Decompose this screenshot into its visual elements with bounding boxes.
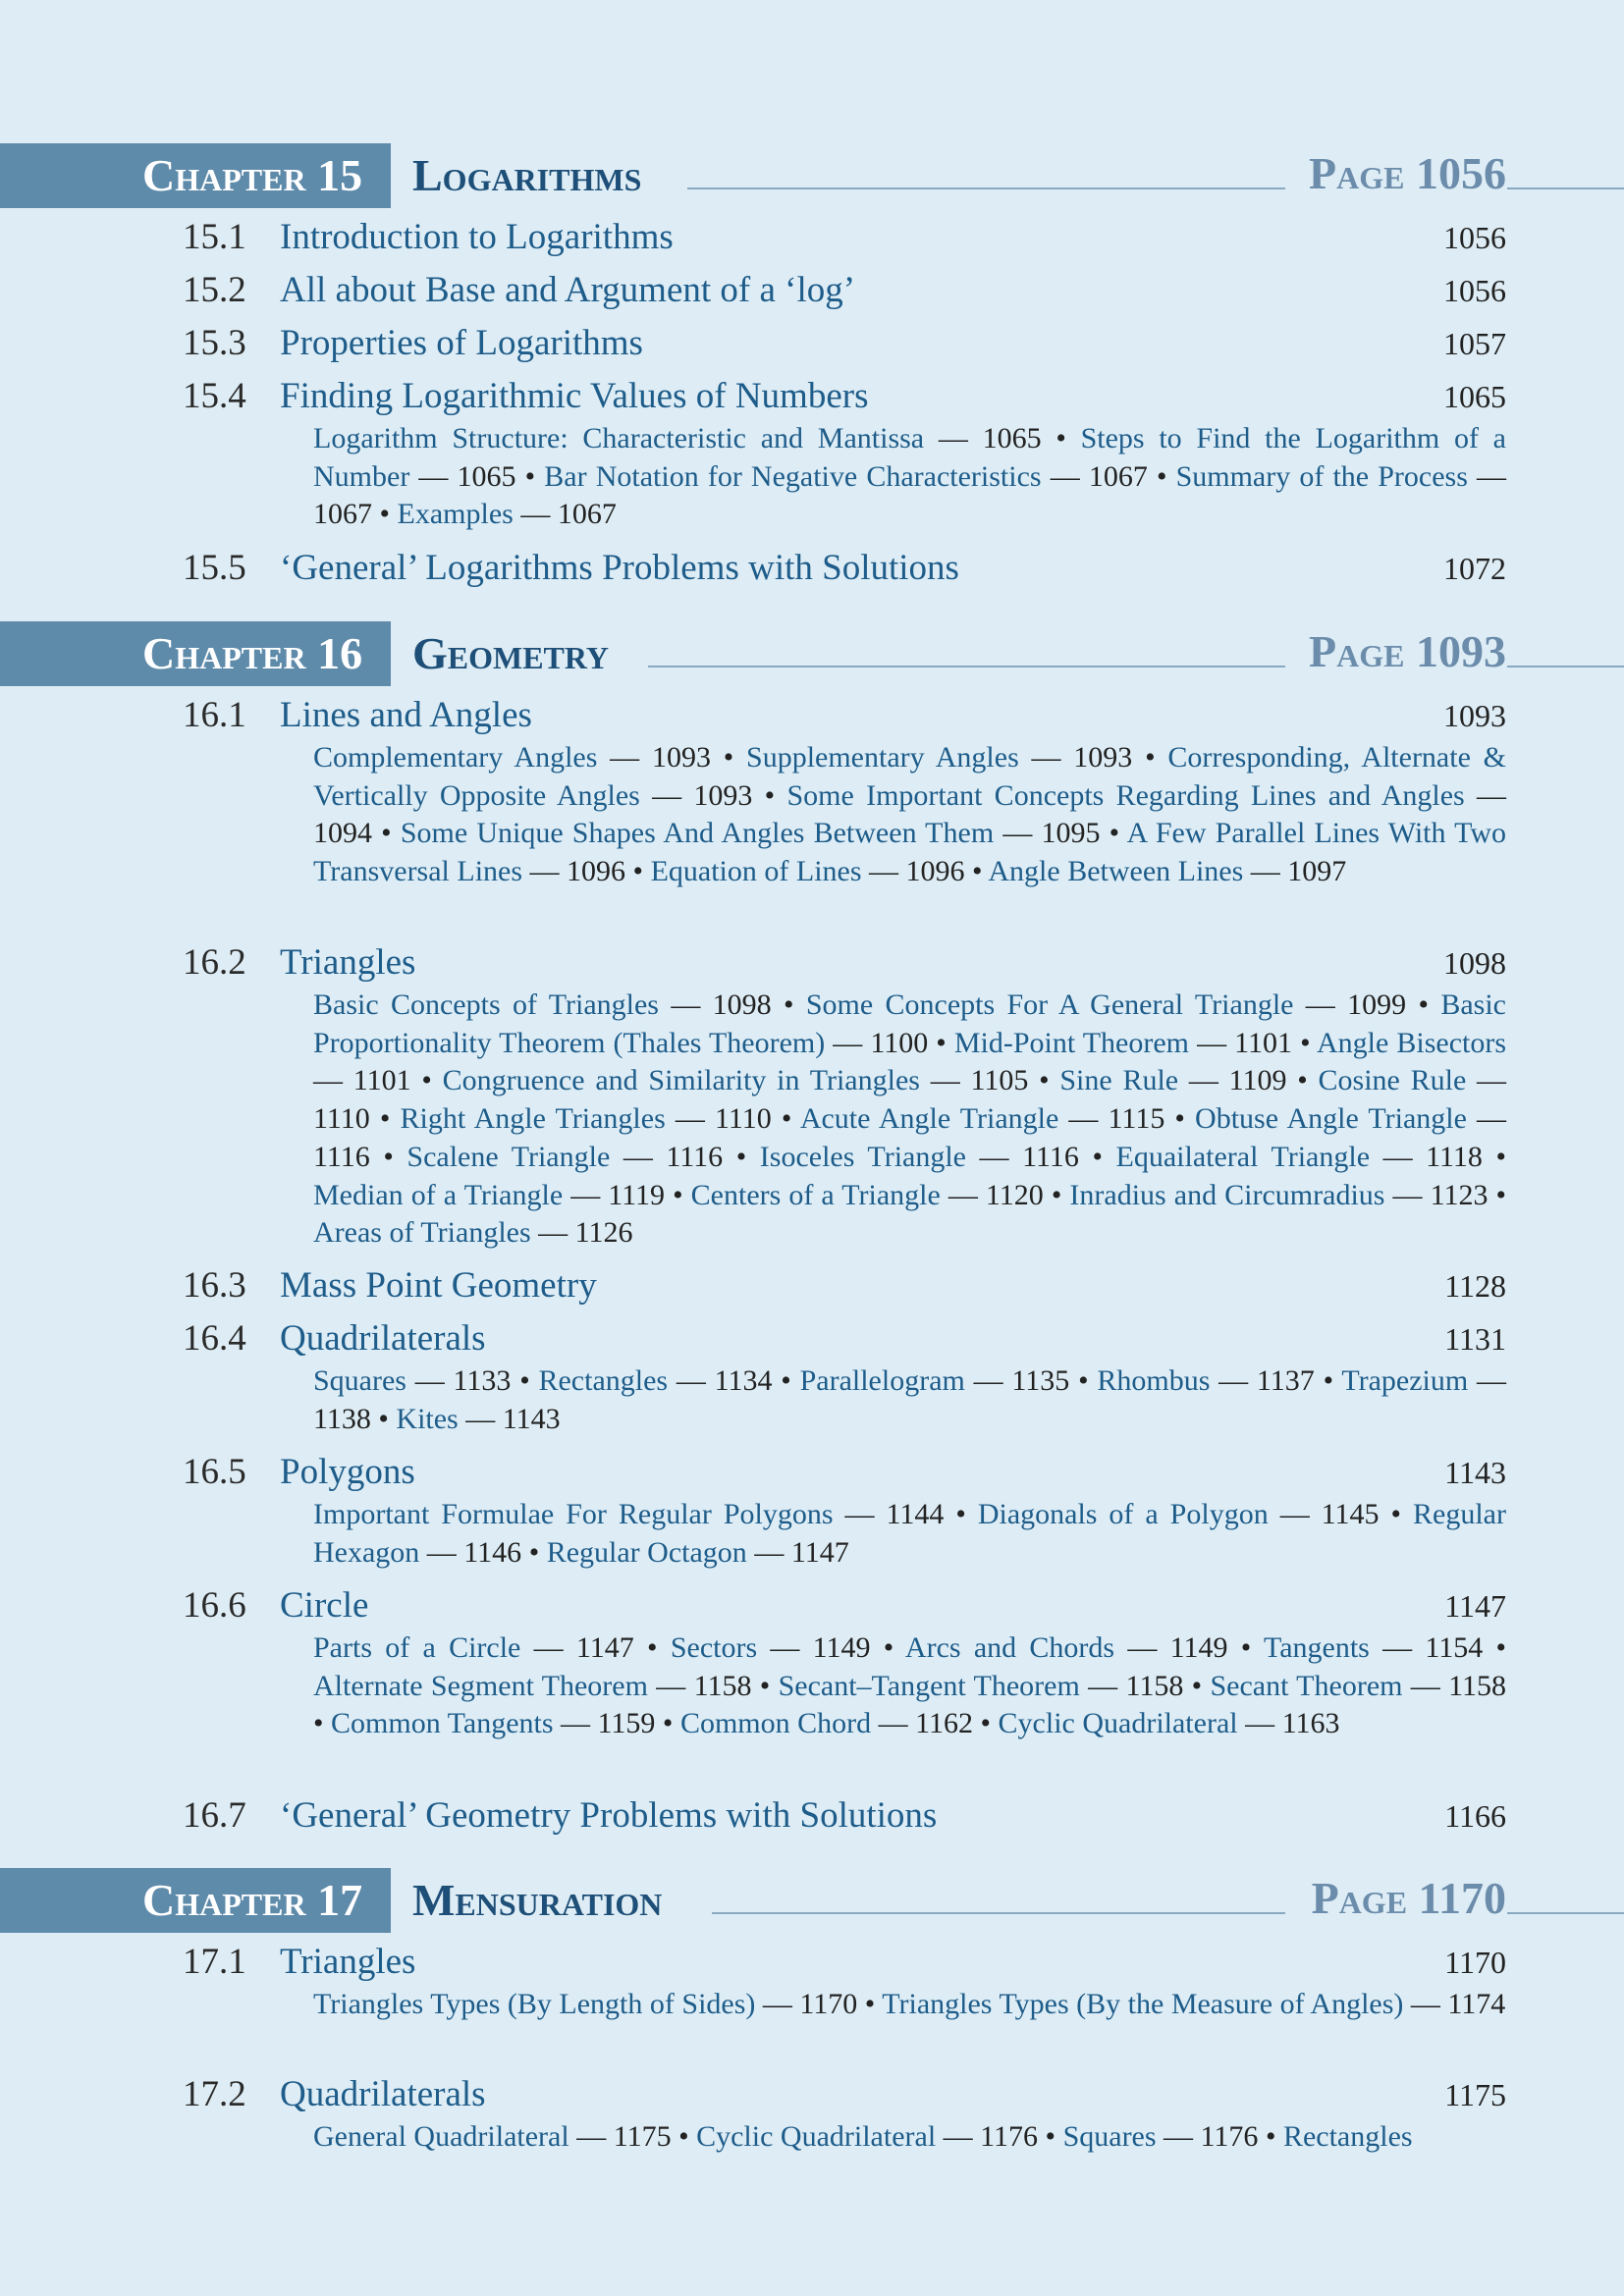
subtopic-page: 1101 (1234, 1026, 1293, 1059)
section-page: 1175 (1444, 2077, 1506, 2112)
subtopic-link[interactable]: Corresponding, Alternate & Vertically Opposite Angles (313, 741, 1507, 812)
subtopic-page: 1093 (1073, 741, 1133, 774)
subtopics-16-1: Complementary Angles — 1093 • Supplementary Angles — 1093 • Corresponding, Alternate & Vertically Opposite Angles — 1093 • Some Important Concepts Regarding Lines and Angles — 1094 • Some Unique Shapes And Angles Between Them — 1095 • A Few Parallel Lines With Two Transversal Lines — 1096 • Equation of Lines — 1096 • Angle Between Lines — 1097 (313, 741, 1507, 888)
section-16-2[interactable] (0, 943, 1624, 983)
subtopic-link[interactable]: Rectangles (1282, 2120, 1413, 2153)
subtopic-link[interactable]: Complementary Angles (313, 741, 598, 774)
chapter-page: Page 1170 (1311, 1873, 1506, 1923)
section-title[interactable]: All about Base and Argument of a ‘log’ (280, 270, 856, 310)
section-number: 16.4 (183, 1318, 246, 1359)
section-title[interactable]: Lines and Angles (280, 695, 532, 735)
section-page: 1170 (1444, 1945, 1506, 1980)
subtopic-page: 1093 (693, 778, 753, 812)
section-page: 1056 (1443, 220, 1506, 255)
subtopic-link[interactable]: Regular Octagon (546, 1535, 747, 1569)
subtopic-page: 1095 (1041, 817, 1101, 850)
chapter-title: Mensuration (412, 1875, 663, 1925)
subtopic-link[interactable]: Scalene Triangle (406, 1140, 611, 1173)
section-page: 1072 (1443, 551, 1506, 586)
subtopic-page: 1146 (463, 1535, 522, 1569)
section-number: 16.1 (183, 695, 246, 735)
subtopic-link[interactable]: Steps to Find the Logarithm of a Number (313, 422, 1506, 493)
chapter-header-15 (0, 143, 1624, 208)
subtopic-link[interactable]: Congruence and Similarity in Triangles (442, 1064, 920, 1097)
subtopic-page: 1145 (1321, 1498, 1380, 1530)
section-number: 15.2 (183, 270, 246, 310)
subtopic-link[interactable]: Some Unique Shapes And Angles Between Them (400, 817, 995, 850)
subtopic-page: 1147 (575, 1631, 634, 1664)
subtopic-link[interactable]: Basic Concepts of Triangles (313, 988, 659, 1021)
section-number: 16.3 (183, 1265, 246, 1306)
section-title[interactable]: Introduction to Logarithms (280, 217, 674, 257)
section-title[interactable]: Triangles (280, 942, 416, 983)
section-number: 17.1 (183, 1942, 246, 1982)
subtopic-link[interactable]: Triangles Types (By the Measure of Angles) (882, 1988, 1404, 2020)
section-title[interactable]: Quadrilaterals (280, 2074, 486, 2114)
subtopic-page: 1143 (502, 1402, 561, 1435)
section-number: 15.1 (183, 217, 246, 257)
subtopic-link[interactable]: Summary of the Process (1175, 459, 1468, 493)
subtopic-link[interactable]: Examples (397, 498, 514, 531)
subtopic-page: 1115 (1108, 1102, 1165, 1136)
section-page: 1128 (1444, 1268, 1506, 1304)
section-15-3[interactable] (0, 324, 1624, 363)
subtopic-page: 1109 (1228, 1064, 1287, 1097)
subtopic-page: 1170 (799, 1988, 858, 2020)
section-17-1[interactable] (0, 1943, 1624, 1982)
subtopic-page: 1093 (651, 741, 711, 774)
section-number: 15.5 (183, 548, 246, 588)
section-number: 16.5 (183, 1452, 246, 1492)
subtopic-page: 1123 (1430, 1178, 1489, 1211)
subtopic-link[interactable]: Tangents (1263, 1631, 1370, 1664)
section-number: 15.4 (183, 376, 246, 416)
subtopic-link[interactable]: Arcs and Chords (904, 1631, 1115, 1664)
subtopic-link[interactable]: A Few Parallel Lines With Two Transversal Lines (313, 817, 1507, 888)
section-16-7[interactable] (0, 1796, 1624, 1836)
subtopic-link[interactable]: Mid-Point Theorem (953, 1026, 1190, 1059)
subtopic-page: 1097 (1287, 855, 1347, 888)
subtopic-page: 1119 (608, 1178, 666, 1211)
subtopic-link[interactable]: Triangles Types (By Length of Sides) (313, 1988, 756, 2020)
section-15-5[interactable] (0, 549, 1624, 588)
subtopic-page: 1149 (1169, 1631, 1228, 1664)
section-number: 16.7 (183, 1795, 246, 1836)
subtopic-link[interactable]: Centers of a Triangle (690, 1178, 941, 1211)
subtopic-page: 1067 (313, 498, 372, 531)
subtopic-page: 1100 (870, 1026, 929, 1059)
subtopics-15-4: Logarithm Structure: Characteristic and Mantissa — 1065 • Steps to Find the Logarithm of a Number — 1065 • Bar Notation for Negative Characteristics — 1067 • Summary of the Process — 1067 • Examples — 1067 (313, 422, 1507, 531)
subtopics-17-1: Triangles Types (By Length of Sides) — 1170 • Triangles Types (By the Measure of Angles) — 1174 (313, 1988, 1506, 2020)
subtopic-link[interactable]: Diagonals of a Polygon (977, 1498, 1269, 1530)
subtopics-16-4: Squares — 1133 • Rectangles — 1134 • Parallelogram — 1135 • Rhombus — 1137 • Trapezium — 1138 • Kites — 1143 (313, 1364, 1506, 1435)
subtopic-page: 1158 (1448, 1669, 1506, 1702)
subtopic-link[interactable]: Angle Between Lines (988, 855, 1244, 888)
section-page: 1143 (1444, 1455, 1506, 1490)
chapter-page: Page 1093 (1309, 626, 1506, 676)
subtopics-16-6: Parts of a Circle — 1147 • Sectors — 1149 • Arcs and Chords — 1149 • Tangents — 1154 • Alternate Segment Theorem — 1158 • Secant–Tangent Theorem — 1158 • Secant Theorem — 1158 • Common Tangents — 1159 • Common Chord — 1162 • Cyclic Quadrilateral — 1163 (313, 1631, 1507, 1740)
subtopic-link[interactable]: Trapezium (1341, 1364, 1469, 1397)
subtopic-page: 1094 (313, 817, 372, 850)
section-title[interactable]: Polygons (280, 1452, 415, 1492)
section-page: 1098 (1443, 945, 1506, 981)
chapter-header-17 (0, 1868, 1624, 1933)
section-number: 15.3 (183, 323, 246, 363)
subtopic-page: 1135 (1011, 1364, 1070, 1397)
subtopics-17-2: General Quadrilateral — 1175 • Cyclic Quadrilateral — 1176 • Squares — 1176 • Rectangles (313, 2120, 1413, 2153)
subtopic-link[interactable]: Squares (1062, 2120, 1157, 2153)
section-15-4[interactable] (0, 377, 1624, 416)
subtopic-page: 1176 (1200, 2120, 1259, 2153)
subtopic-page: 1067 (557, 498, 617, 531)
subtopic-page: 1065 (457, 459, 516, 493)
chapter-title: Logarithms (412, 150, 642, 200)
section-title[interactable]: Triangles (280, 1942, 416, 1982)
subtopic-link[interactable]: Areas of Triangles (313, 1216, 531, 1250)
section-page: 1057 (1443, 326, 1506, 361)
section-page: 1065 (1443, 379, 1506, 414)
chapter-rule (648, 666, 1285, 667)
subtopic-page: 1105 (970, 1064, 1029, 1097)
subtopic-link[interactable]: Obtuse Angle Triangle (1195, 1102, 1467, 1136)
subtopic-link[interactable]: Median of a Triangle (313, 1178, 564, 1211)
subtopic-link[interactable]: Supplementary Angles (746, 741, 1019, 774)
section-number: 16.6 (183, 1585, 246, 1626)
subtopic-link[interactable]: General Quadrilateral (313, 2120, 569, 2153)
subtopic-page: 1149 (812, 1631, 871, 1664)
subtopic-link[interactable]: Alternate Segment Theorem (313, 1669, 648, 1702)
section-page: 1131 (1444, 1321, 1506, 1357)
section-number: 16.2 (183, 942, 246, 983)
subtopic-link[interactable]: Secant Theorem (1210, 1669, 1403, 1702)
subtopic-page: 1144 (886, 1498, 945, 1530)
subtopic-link[interactable]: Bar Notation for Negative Characteristics (544, 459, 1042, 493)
subtopic-page: 1120 (985, 1178, 1044, 1211)
subtopic-link[interactable]: Angle Bisectors (1316, 1026, 1507, 1059)
subtopic-page: 1116 (666, 1140, 724, 1173)
subtopic-link[interactable]: Cyclic Quadrilateral (696, 2120, 937, 2153)
section-page: 1166 (1444, 1798, 1506, 1834)
section-16-1[interactable] (0, 696, 1624, 735)
subtopic-link[interactable]: Sine Rule (1059, 1064, 1179, 1097)
chapter-label: Chapter 16 (142, 628, 363, 678)
subtopic-link[interactable]: Common Chord (679, 1707, 872, 1740)
chapter-rule (687, 187, 1285, 189)
subtopic-link[interactable]: Some Important Concepts Regarding Lines and Angles (786, 778, 1465, 812)
section-16-5[interactable] (0, 1453, 1624, 1492)
subtopic-link[interactable]: Squares (313, 1364, 406, 1397)
section-title[interactable]: Circle (280, 1585, 369, 1626)
section-16-4[interactable] (0, 1319, 1624, 1359)
section-16-6[interactable] (0, 1586, 1624, 1626)
subtopic-page: 1138 (313, 1402, 371, 1435)
subtopic-link[interactable]: Parts of a Circle (313, 1631, 521, 1664)
section-17-2[interactable] (0, 2075, 1624, 2114)
subtopic-page: 1098 (712, 988, 772, 1021)
section-number: 17.2 (183, 2074, 246, 2114)
subtopic-page: 1110 (714, 1102, 772, 1136)
subtopic-page: 1133 (453, 1364, 512, 1397)
chapter-rule-end (1507, 187, 1624, 189)
section-title[interactable]: Properties of Logarithms (280, 323, 643, 363)
subtopic-link[interactable]: Equation of Lines (650, 855, 862, 888)
subtopic-page: 1118 (1426, 1140, 1483, 1173)
subtopic-page: 1175 (613, 2120, 672, 2153)
subtopic-page: 1147 (790, 1535, 849, 1569)
subtopic-page: 1174 (1447, 1988, 1506, 2020)
subtopic-link[interactable]: Acute Angle Triangle (799, 1102, 1059, 1136)
subtopic-page: 1099 (1347, 988, 1407, 1021)
subtopic-link[interactable]: Common Tangents (331, 1707, 554, 1740)
subtopic-page: 1110 (313, 1102, 370, 1136)
chapter-rule-end (1507, 1912, 1624, 1914)
subtopic-link[interactable]: Logarithm Structure: Characteristic and Mantissa (313, 422, 925, 454)
subtopic-link[interactable]: Important Formulae For Regular Polygons (313, 1498, 834, 1530)
subtopic-link[interactable]: Equailateral Triangle (1115, 1140, 1371, 1173)
subtopic-page: 1134 (714, 1364, 773, 1397)
section-title[interactable]: ‘General’ Logarithms Problems with Solutions (280, 548, 959, 588)
subtopic-link[interactable]: Isoceles Triangle (759, 1140, 966, 1173)
subtopic-link[interactable]: Cosine Rule (1318, 1064, 1467, 1097)
chapter-page: Page 1056 (1309, 148, 1506, 198)
subtopic-link[interactable]: Rectangles (538, 1364, 669, 1397)
subtopic-link[interactable]: Some Concepts For A General Triangle (805, 988, 1294, 1021)
subtopics-16-2: Basic Concepts of Triangles — 1098 • Some Concepts For A General Triangle — 1099 • Basic Proportionality Theorem (Thales Theorem) — 1100 • Mid-Point Theorem — 1101 • Angle Bisectors — 1101 • Congruence and Similarity in Triangles — 1105 • Sine Rule — 1109 • Cosine Rule — 1110 • Right Angle Triangles — 1110 • Acute Angle Triangle — 1115 • Obtuse Angle Triangle — 1116 • Scalene Triangle — 1116 • Isoceles Triangle — 1116 • Equailateral Triangle — 1118 • Median of a Triangle — 1119 • Centers of a Triangle — 1120 • Inradius and Circumradius — 1123 • Areas of Triangles — 1126 (313, 988, 1507, 1250)
section-page: 1056 (1443, 273, 1506, 308)
chapter-label: Chapter 17 (142, 1875, 363, 1925)
subtopic-page: 1116 (1022, 1140, 1079, 1173)
subtopic-link[interactable]: Cyclic Quadrilateral (998, 1707, 1238, 1740)
subtopics-16-5: Important Formulae For Regular Polygons — 1144 • Diagonals of a Polygon — 1145 • Regular Hexagon — 1146 • Regular Octagon — 1147 (313, 1498, 1506, 1569)
section-title[interactable]: ‘General’ Geometry Problems with Solutions (280, 1795, 938, 1836)
subtopic-page: 1163 (1281, 1707, 1340, 1740)
subtopic-link[interactable]: Inradius and Circumradius (1069, 1178, 1385, 1211)
subtopic-link[interactable]: Parallelogram (799, 1364, 965, 1397)
subtopic-page: 1137 (1256, 1364, 1315, 1397)
subtopic-link[interactable]: Regular Hexagon (313, 1498, 1506, 1569)
chapter-rule-end (1507, 666, 1624, 667)
subtopic-link[interactable]: Basic Proportionality Theorem (Thales Theorem) (313, 988, 1506, 1059)
section-15-2[interactable] (0, 271, 1624, 310)
subtopic-page: 1126 (574, 1216, 633, 1250)
subtopic-link[interactable]: Sectors (670, 1631, 758, 1664)
section-15-1[interactable] (0, 218, 1624, 257)
subtopic-page: 1176 (980, 2120, 1039, 2153)
subtopic-page: 1096 (567, 855, 626, 888)
subtopic-page: 1116 (313, 1140, 370, 1173)
subtopic-page: 1096 (905, 855, 965, 888)
section-16-3[interactable] (0, 1266, 1624, 1306)
subtopic-page: 1159 (597, 1707, 656, 1740)
subtopic-page: 1067 (1088, 459, 1148, 493)
chapter-title: Geometry (412, 628, 609, 678)
chapter-rule (712, 1912, 1285, 1914)
section-page: 1147 (1444, 1588, 1506, 1624)
subtopic-page: 1158 (693, 1669, 752, 1702)
chapter-label: Chapter 15 (142, 150, 363, 200)
subtopic-page: 1101 (352, 1064, 411, 1097)
section-title[interactable]: Finding Logarithmic Values of Numbers (280, 376, 869, 416)
section-title[interactable]: Mass Point Geometry (280, 1265, 597, 1306)
section-page: 1093 (1443, 698, 1506, 733)
section-title[interactable]: Quadrilaterals (280, 1318, 486, 1359)
subtopic-link[interactable]: Kites (396, 1402, 459, 1435)
subtopic-link[interactable]: Rhombus (1097, 1364, 1211, 1397)
chapter-header-16 (0, 621, 1624, 686)
subtopic-page: 1154 (1425, 1631, 1484, 1664)
subtopic-page: 1065 (982, 422, 1042, 454)
subtopic-link[interactable]: Secant–Tangent Theorem (778, 1669, 1080, 1702)
subtopic-page: 1162 (915, 1707, 974, 1740)
subtopic-page: 1158 (1125, 1669, 1184, 1702)
subtopic-link[interactable]: Right Angle Triangles (400, 1102, 666, 1136)
